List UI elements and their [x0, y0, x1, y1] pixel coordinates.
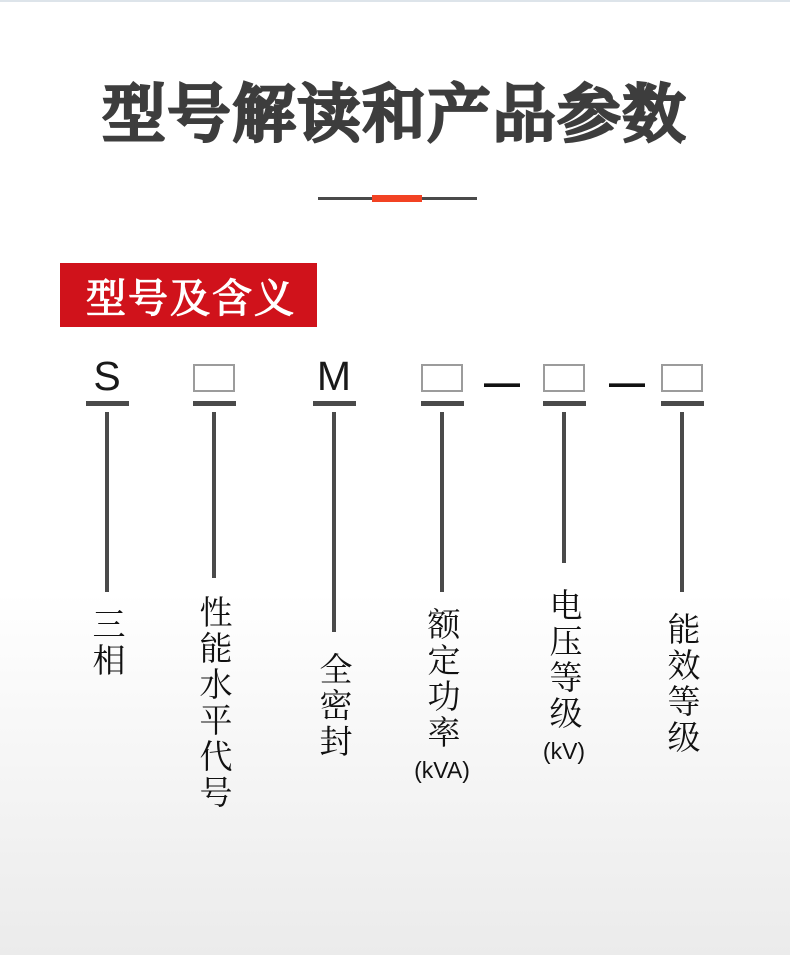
symbol-underline: [543, 401, 586, 406]
diagram-column-voltage-class: [504, 360, 624, 765]
model-letter-m: M: [316, 353, 352, 399]
model-letter-s: S: [93, 353, 121, 399]
column-label: 电压等级: [545, 588, 583, 732]
symbol-slot: [543, 360, 585, 393]
symbol-underline: [313, 401, 356, 406]
connector-line: [562, 412, 566, 563]
diagram-column-fully-sealed: [274, 353, 394, 760]
symbol-underline: [86, 401, 129, 406]
empty-code-box: [661, 364, 703, 392]
empty-code-box: [543, 364, 585, 392]
connector-line: [680, 412, 684, 592]
symbol-underline: [421, 401, 464, 406]
column-label: 额定功率: [423, 607, 461, 751]
column-unit-label: (kV): [542, 738, 586, 764]
empty-code-box: [193, 364, 235, 392]
connector-line: [212, 412, 216, 578]
column-label: 全密封: [315, 652, 353, 760]
diagram-column-performance-code: [154, 360, 274, 811]
connector-line: [440, 412, 444, 592]
diagram-column-three-phase: [47, 353, 167, 679]
symbol-slot: [93, 353, 121, 399]
column-unit-label: (kVA): [414, 757, 470, 783]
connector-line: [105, 412, 109, 592]
column-label: 能效等级: [663, 612, 701, 756]
empty-code-box: [421, 364, 463, 392]
column-label: 三相: [88, 607, 126, 679]
symbol-underline: [661, 401, 704, 406]
section-badge-label: 型号及含义: [86, 276, 296, 321]
diagram-column-efficiency-grade: [622, 360, 742, 756]
diagram-column-rated-power: [382, 360, 502, 784]
symbol-slot: [316, 353, 352, 399]
symbol-slot: [661, 360, 703, 393]
symbol-slot: [193, 360, 235, 393]
symbol-underline: [193, 401, 236, 406]
hyphen-separator: —: [484, 362, 520, 403]
hyphen-separator: —: [609, 362, 645, 403]
column-label: 性能水平代号: [195, 595, 233, 811]
symbol-slot: [421, 360, 463, 393]
connector-line: [332, 412, 336, 632]
page-title: 型号解读和产品参数: [102, 80, 688, 150]
